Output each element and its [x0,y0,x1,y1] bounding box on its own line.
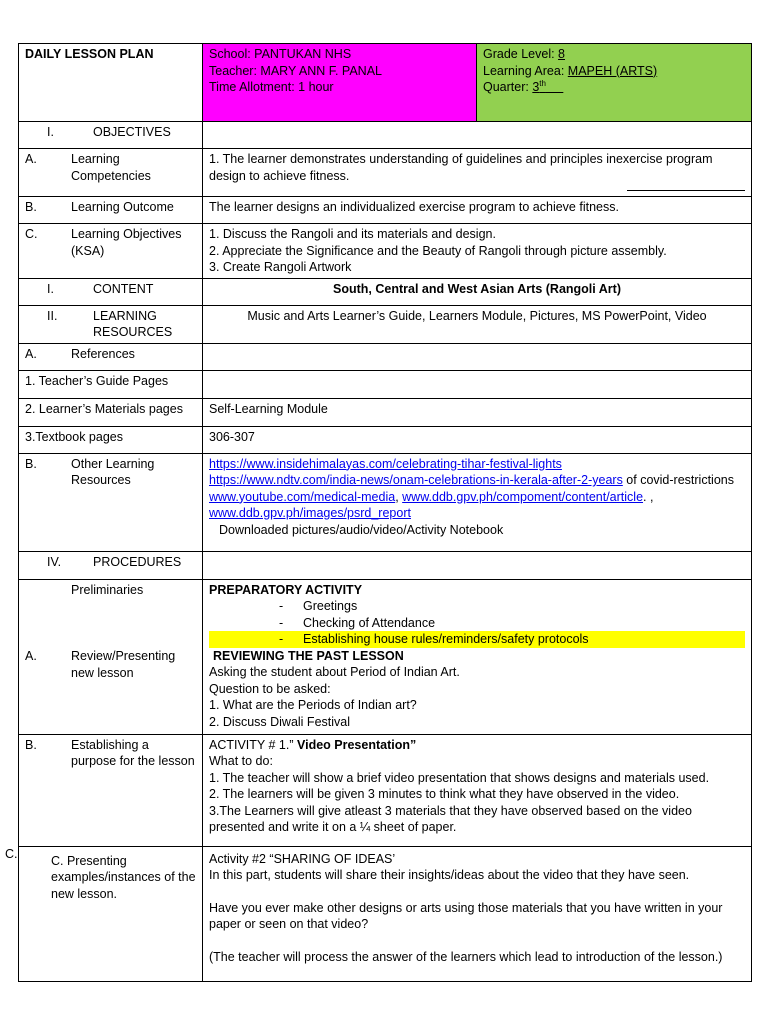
procedures-row: IV. PROCEDURES [19,551,752,579]
other-resources-row: B. Other Learning Resources https://www.insidehimalayas.com/celebrating-tihar-festival-lights https://www.ndtv.com/india-news/onam-celebrations-in-kerala-after-2-years of covid-restrictions www.youtube.com/medical-media, www.ddb.gpv.ph/compoment/content/article. , www.ddb.gpv.ph/images/psrd_report Downloaded pictures/audio/video/Activity Notebook [19,453,752,551]
resources-label: LEARNING RESOURCES [93,308,173,339]
list-item: 3. Create Rangoli Artwork [209,260,352,274]
link-youtube[interactable]: www.youtube.com/medical-media [209,489,396,504]
grade-info-cell [477,44,752,122]
textbook-row [19,426,752,453]
header-row [19,44,752,122]
grade-level: Grade Level: 8 [483,47,565,61]
learner-materials-text: Self-Learning Module [203,398,752,426]
objectives-row: I. OBJECTIVES [19,122,752,149]
link-insidehimalayas[interactable]: https://www.insidehimalayas.com/celebrating-tihar-festival-lights [209,456,562,471]
competencies-text: 1. The learner demonstrates understanding of guidelines and principles inexercise program design to achieve fitness. [203,149,752,197]
outcome-label: Learning Outcome [71,200,174,214]
list-item: - Greetings [279,599,358,613]
time-allotment: Time Allotment: 1 hour [209,80,334,94]
activity-1-title: ACTIVITY # 1.” Video Presentation” [209,737,417,752]
ksa-label: Learning Objectives (KSA) [71,227,182,258]
learner-materials-row [19,398,752,426]
preparatory-heading: PREPARATORY ACTIVITY [209,582,363,597]
content-label: CONTENT [93,281,154,296]
textbook-pages: 306-307 [203,426,752,453]
other-resources-links: https://www.insidehimalayas.com/celebrating-tihar-festival-lights https://www.ndtv.com/india-news/onam-celebrations-in-kerala-after-2-years of covid-restrictions www.youtube.com/medical-media, www.ddb.gpv.ph/compoment/content/article. , www.ddb.gpv.ph/images/psrd_report Downloaded pictures/audio/video/Activity Notebook [203,453,752,551]
objectives-label: OBJECTIVES [93,125,171,139]
outcome-row: B. Learning Outcome The learner designs an individualized exercise program to achieve fitness. [19,197,752,224]
school-name: School: PANTUKAN NHS [209,47,352,61]
list-item: - Checking of Attendance [279,615,436,630]
ksa-list [203,224,752,279]
preliminaries-label: Preliminaries [71,582,144,597]
learning-area: Learning Area: MAPEH (ARTS) [483,63,658,78]
competencies-row: A. Learning Competencies 1. The learner demonstrates understanding of guidelines and principles inexercise program design to achieve fitness. [19,149,752,197]
link-ddb-article[interactable]: www.ddb.gpv.ph/compoment/content/article [402,489,644,504]
activity-2-title: Activity #2 “SHARING OF IDEAS’ [209,851,396,866]
link-ndtv[interactable]: https://www.ndtv.com/india-news/onam-celebrations-in-kerala-after-2-years [209,473,623,487]
preliminaries-review-labels: Preliminaries A. Review/Presenting new lesson [19,579,203,734]
outcome-text: The learner designs an individualized exercise program to achieve fitness. [203,197,752,224]
purpose-content: ACTIVITY # 1.” Video Presentation” What to do: 1. The teacher will show a brief video presentation that shows designs and materials used. 2. The learners will be given 3 minutes to think what they have observed in the video. 3.The Learners will give atleast 3 materials that they have observed based on the video presented and write it on a ¼ sheet of paper. [203,734,752,846]
review-heading: REVIEWING THE PAST LESSON [213,648,404,663]
resources-text: Music and Arts Learner’s Guide, Learners Module, Pictures, MS PowerPoint, Video [203,305,752,343]
other-resources-label: Other Learning Resources [71,456,155,487]
review-label: Review/Presenting new lesson [71,649,176,680]
school-info-cell [203,44,477,122]
resources-row: II. LEARNING RESOURCES Music and Arts Learner’s Guide, Learners Module, Pictures, MS PowerPoint, Video [19,305,752,343]
competencies-label: Learning Competencies [71,152,151,183]
content-text: South, Central and West Asian Arts (Rangoli Art) [203,278,752,305]
presenting-row [19,846,752,981]
preliminaries-review-content: PREPARATORY ACTIVITY - Greetings - Checking of Attendance - Establishing house rules/reminders/safety protocols REVIEWING THE PAST LESSON Asking the student about Period of Indian Art. Question to be asked: 1. What are the Periods of Indian art? 2. Discuss Diwali Festival [203,579,752,734]
link-ddb-report[interactable]: www.ddb.gpv.ph/images/psrd_report [209,506,411,520]
preliminaries-review-row [19,579,752,734]
downloaded-materials: Downloaded pictures/audio/video/Activity Notebook [219,522,504,537]
purpose-label: Establishing a purpose for the lesson [71,737,195,768]
procedures-label: PROCEDURES [93,554,182,569]
teacher-guide-row [19,370,752,398]
quarter: Quarter: 3th [483,78,546,94]
teacher-guide-label: 1. Teacher’s Guide Pages [19,370,203,398]
learner-materials-label: 2. Learner’s Materials pages [19,398,203,426]
references-row: A. References [19,343,752,370]
references-label: References [71,346,135,361]
presenting-content: Activity #2 “SHARING OF IDEAS’ In this part, students will share their insights/ideas about the video that they have seen. Have you ever make other designs or arts using those materials that you have written in your paper or seen on that video? (The teacher will process the answer of the learners which lead to introduction of the lesson.) [203,846,752,981]
list-item: - Establishing house rules/reminders/safety protocols [209,631,745,648]
presenting-label: C. Presenting examples/instances of the new lesson. [51,853,196,901]
lesson-plan-title: DAILY LESSON PLAN [19,44,203,122]
lesson-plan-table [18,43,752,982]
list-item: 1. Discuss the Rangoli and its materials and design. [209,227,496,241]
list-item: 2. Appreciate the Significance and the Beauty of Rangoli through picture assembly. [209,243,667,258]
teacher-name: Teacher: MARY ANN F. PANAL [209,63,382,78]
presenting-outer-number: C. [5,847,18,861]
content-row: I. CONTENT South, Central and West Asian Arts (Rangoli Art) [19,278,752,305]
ksa-row: C. Learning Objectives (KSA) 1. Discuss the Rangoli and its materials and design. 2. Appreciate the Significance and the Beauty of Rangoli through picture assembly. 3. Create Rangoli Artwork [19,224,752,279]
purpose-row: B. Establishing a purpose for the lesson ACTIVITY # 1.” Video Presentation” What to do: 1. The teacher will show a brief video presentation that shows designs and materials used. 2. The learners will be given 3 minutes to think what they have observed in the video. 3.The Learners will give atleast 3 materials that they have observed based on the video presented and write it on a ¼ sheet of paper. [19,734,752,846]
textbook-label: 3.Textbook pages [19,426,203,453]
